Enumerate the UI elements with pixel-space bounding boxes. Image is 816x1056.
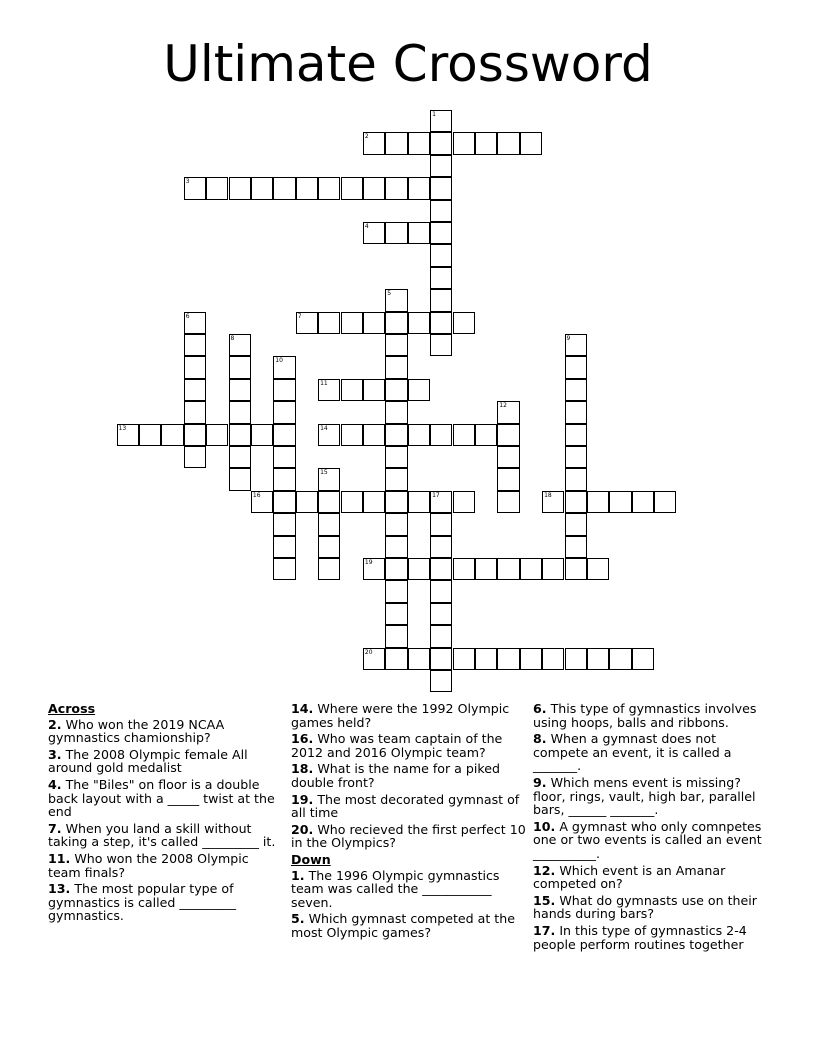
grid-cell[interactable] — [520, 132, 542, 154]
grid-cell[interactable] — [430, 334, 452, 356]
grid-cell[interactable] — [385, 379, 407, 401]
clue-number: 3 — [185, 178, 190, 186]
clue-number: 5 — [387, 290, 392, 298]
grid-cell[interactable] — [408, 379, 430, 401]
grid-cell[interactable] — [273, 468, 295, 490]
grid-cell[interactable] — [385, 536, 407, 558]
grid-cell[interactable] — [229, 334, 251, 356]
grid-cell[interactable] — [430, 648, 452, 670]
grid-cell[interactable] — [565, 446, 587, 468]
grid-cell[interactable] — [229, 446, 251, 468]
grid-cell[interactable] — [408, 491, 430, 513]
grid-cell[interactable] — [385, 446, 407, 468]
clue-number: 1 — [432, 111, 436, 118]
grid-cell[interactable] — [430, 132, 452, 154]
clue-item-number: 20. — [291, 821, 314, 837]
grid-cell[interactable] — [385, 132, 407, 154]
grid-cell[interactable] — [385, 424, 407, 446]
clue-number: 16 — [252, 491, 261, 499]
grid-cell[interactable] — [318, 424, 340, 446]
clue-item-text: The most popular type of gymnastics is called _________ gymnastics. — [48, 881, 237, 924]
grid-cell[interactable] — [184, 177, 206, 199]
page-title: Ultimate Crossword — [163, 35, 653, 93]
grid-cell[interactable] — [341, 491, 363, 513]
grid-cell[interactable] — [273, 177, 295, 199]
grid-cell[interactable] — [408, 177, 430, 199]
clue-item-number: 17. — [533, 922, 556, 938]
clue-item-number: 19. — [291, 791, 314, 807]
grid-cell[interactable] — [565, 513, 587, 535]
clue-number: 14 — [320, 424, 328, 432]
clue-item-number: 15. — [533, 892, 556, 908]
grid-cell[interactable] — [430, 513, 452, 535]
clue-number: 19 — [364, 559, 373, 566]
grid-cell[interactable] — [229, 424, 251, 446]
grid-cell[interactable] — [565, 536, 587, 558]
grid-cell[interactable] — [318, 312, 340, 334]
grid-cell[interactable] — [453, 424, 475, 446]
grid-cell[interactable] — [497, 468, 519, 490]
grid-cell[interactable] — [565, 401, 587, 423]
grid-cell[interactable] — [542, 558, 564, 580]
grid-cell[interactable] — [430, 580, 452, 602]
grid-cell[interactable] — [251, 424, 273, 446]
grid-cell[interactable] — [430, 536, 452, 558]
grid-cell[interactable] — [565, 491, 587, 513]
grid-cell[interactable] — [430, 312, 452, 334]
grid-cell[interactable] — [497, 401, 519, 423]
clue-number: 10 — [275, 357, 283, 365]
grid-cell[interactable] — [184, 379, 206, 401]
grid-cell[interactable] — [229, 468, 251, 490]
grid-cell[interactable] — [430, 155, 452, 177]
grid-cell[interactable] — [273, 424, 295, 446]
grid-cell[interactable] — [363, 558, 385, 580]
grid-cell[interactable] — [385, 603, 407, 625]
grid-cell[interactable] — [408, 312, 430, 334]
grid-cell[interactable] — [520, 648, 542, 670]
grid-cell[interactable] — [430, 222, 452, 244]
clues-column-1 — [48, 702, 283, 926]
grid-cell[interactable] — [497, 132, 519, 154]
grid-cell[interactable] — [206, 177, 228, 199]
grid-cell[interactable] — [385, 289, 407, 311]
grid-cell[interactable] — [273, 558, 295, 580]
grid-cell[interactable] — [363, 648, 385, 670]
grid-cell[interactable] — [385, 491, 407, 513]
grid-cell[interactable] — [341, 379, 363, 401]
grid-cell[interactable] — [229, 379, 251, 401]
clues-column-2 — [291, 702, 526, 943]
grid-cell[interactable] — [363, 177, 385, 199]
grid-cell[interactable] — [206, 424, 228, 446]
clue-item — [533, 924, 768, 951]
clue-number: 2 — [364, 133, 369, 141]
grid-cell[interactable] — [453, 491, 475, 513]
grid-cell[interactable] — [654, 491, 676, 513]
grid-cell[interactable] — [229, 401, 251, 423]
grid-cell[interactable] — [363, 424, 385, 446]
clue-item-number: 8. — [533, 731, 547, 747]
grid-cell[interactable] — [565, 558, 587, 580]
clue-item-number: 9. — [533, 774, 547, 790]
clue-item-text: Which gymnast competed at the most Olympic games? — [291, 911, 515, 940]
grid-cell[interactable] — [184, 424, 206, 446]
clue-item-number: 5. — [291, 911, 305, 927]
clue-item — [533, 820, 768, 861]
clue-item — [291, 732, 526, 759]
grid-cell[interactable] — [497, 491, 519, 513]
grid-cell[interactable] — [184, 356, 206, 378]
grid-cell[interactable] — [184, 334, 206, 356]
clue-item-number: 7. — [48, 820, 62, 836]
clue-item — [533, 776, 768, 817]
clue-item — [291, 793, 526, 820]
grid-cell[interactable] — [318, 491, 340, 513]
grid-cell[interactable] — [273, 513, 295, 535]
grid-cell[interactable] — [296, 312, 318, 334]
clue-item-text: Where were the 1992 Olympic games held? — [291, 701, 510, 730]
clue-number: 15 — [320, 469, 328, 477]
clue-item — [533, 864, 768, 891]
grid-cell[interactable] — [475, 132, 497, 154]
grid-cell[interactable] — [229, 356, 251, 378]
across-header: Across — [48, 701, 96, 716]
grid-cell[interactable] — [184, 401, 206, 423]
clue-number: 12 — [499, 402, 507, 410]
grid-cell[interactable] — [273, 356, 295, 378]
clue-number: 9 — [566, 335, 571, 342]
down-header: Down — [291, 851, 331, 867]
grid-cell[interactable] — [587, 558, 609, 580]
clue-number: 6 — [185, 312, 190, 320]
grid-cell[interactable] — [273, 491, 295, 513]
grid-cell[interactable] — [408, 222, 430, 244]
clue-item-text: The most decorated gymnast of all time — [291, 791, 520, 821]
clue-item-text: A gymnast who only comnpetes one or two events is called an event __________. — [533, 818, 762, 861]
grid-cell[interactable] — [341, 424, 363, 446]
grid-cell[interactable] — [542, 491, 564, 513]
clue-item — [291, 912, 526, 939]
grid-cell[interactable] — [453, 558, 475, 580]
clue-item-text: When a gymnast does not compete an event, it is called a _______. — [533, 731, 732, 774]
grid-cell[interactable] — [475, 558, 497, 580]
grid-cell[interactable] — [587, 491, 609, 513]
clue-item-text: What is the name for a piked double front? — [291, 761, 500, 790]
clue-item-text: Which mens event is missing? floor, rings, vault, high bar, parallel bars, ______ _______. — [533, 774, 756, 818]
clue-item — [48, 882, 283, 923]
grid-cell[interactable] — [385, 648, 407, 670]
grid-cell[interactable] — [363, 491, 385, 513]
grid-cell[interactable] — [184, 446, 206, 468]
clue-item-number: 14. — [291, 701, 314, 716]
grid-cell[interactable] — [385, 513, 407, 535]
grid-cell[interactable] — [318, 513, 340, 535]
grid-cell[interactable] — [296, 177, 318, 199]
grid-cell[interactable] — [430, 625, 452, 647]
clue-item-text: Who won the 2019 NCAA gymnastics chamionship? — [48, 716, 225, 746]
grid-cell[interactable] — [385, 334, 407, 356]
grid-cell[interactable] — [565, 424, 587, 446]
clue-number: 11 — [320, 379, 328, 387]
grid-cell[interactable] — [609, 648, 631, 670]
clue-item-number: 6. — [533, 701, 547, 716]
grid-cell[interactable] — [229, 177, 251, 199]
grid-cell[interactable] — [363, 222, 385, 244]
clue-item-text: The 1996 Olympic gymnastics team was called the ___________ seven. — [291, 867, 500, 910]
grid-cell[interactable] — [341, 312, 363, 334]
clue-item — [48, 748, 283, 775]
grid-cell[interactable] — [430, 491, 452, 513]
grid-cell[interactable] — [497, 558, 519, 580]
clue-item — [291, 702, 526, 729]
grid-cell[interactable] — [587, 648, 609, 670]
clue-item-text: Who was team captain of the 2012 and 2016 Olympic team? — [291, 731, 503, 760]
clue-number: 18 — [544, 491, 552, 499]
clue-item — [48, 822, 283, 849]
grid-cell[interactable] — [632, 491, 654, 513]
grid-cell[interactable] — [542, 648, 564, 670]
clue-item — [48, 852, 283, 879]
grid-cell[interactable] — [385, 356, 407, 378]
grid-cell[interactable] — [565, 334, 587, 356]
grid-cell[interactable] — [430, 244, 452, 266]
grid-cell[interactable] — [565, 648, 587, 670]
grid-cell[interactable] — [453, 132, 475, 154]
clue-item-text: When you land a skill without taking a step, it's called _________ it. — [48, 820, 276, 850]
grid-cell[interactable] — [408, 648, 430, 670]
grid-cell[interactable] — [497, 446, 519, 468]
clue-item — [291, 762, 526, 789]
grid-cell[interactable] — [161, 424, 183, 446]
clue-item-text: In this type of gymnastics 2-4 people perform routines together — [533, 922, 747, 952]
clue-item — [533, 894, 768, 921]
grid-cell[interactable] — [273, 401, 295, 423]
clue-item-text: The 2008 Olympic female All around gold medalist — [48, 746, 248, 776]
grid-cell[interactable] — [475, 424, 497, 446]
clue-item — [291, 869, 526, 910]
grid-cell[interactable] — [318, 177, 340, 199]
grid-cell[interactable] — [318, 536, 340, 558]
clues-column-3 — [533, 702, 768, 954]
grid-cell[interactable] — [408, 132, 430, 154]
grid-cell[interactable] — [385, 625, 407, 647]
clue-item — [291, 823, 526, 850]
grid-cell[interactable] — [385, 312, 407, 334]
grid-cell[interactable] — [453, 312, 475, 334]
grid-cell[interactable] — [565, 468, 587, 490]
grid-cell[interactable] — [430, 603, 452, 625]
clue-item-text: Who won the 2008 Olympic team finals? — [48, 850, 249, 880]
grid-cell[interactable] — [184, 312, 206, 334]
clue-number: 17 — [432, 491, 440, 499]
grid-cell[interactable] — [385, 401, 407, 423]
clue-item — [533, 732, 768, 773]
grid-cell[interactable] — [408, 558, 430, 580]
grid-cell[interactable] — [341, 177, 363, 199]
grid-cell[interactable] — [430, 267, 452, 289]
clue-number: 20 — [364, 648, 373, 656]
grid-cell[interactable] — [520, 558, 542, 580]
grid-cell[interactable] — [385, 177, 407, 199]
clue-item-number: 10. — [533, 818, 556, 834]
grid-cell[interactable] — [318, 558, 340, 580]
clue-item-number: 12. — [533, 862, 556, 878]
grid-cell[interactable] — [430, 110, 452, 132]
grid-cell[interactable] — [251, 177, 273, 199]
clue-item-text: Who recieved the first perfect 10 in the Olympics? — [291, 821, 526, 851]
grid-cell[interactable] — [565, 379, 587, 401]
grid-cell[interactable] — [430, 670, 452, 692]
grid-cell[interactable] — [497, 648, 519, 670]
clue-item — [48, 778, 283, 819]
grid-cell[interactable] — [273, 446, 295, 468]
grid-cell[interactable] — [497, 424, 519, 446]
grid-cell[interactable] — [385, 222, 407, 244]
clue-item-number: 4. — [48, 776, 62, 792]
clue-item-number: 11. — [48, 850, 71, 866]
grid-cell[interactable] — [430, 177, 452, 199]
clue-number: 8 — [230, 335, 235, 342]
grid-cell[interactable] — [363, 132, 385, 154]
grid-cell[interactable] — [318, 379, 340, 401]
clue-item — [533, 702, 768, 729]
grid-cell[interactable] — [565, 356, 587, 378]
clue-item-number: 1. — [291, 867, 305, 883]
grid-cell[interactable] — [117, 424, 139, 446]
grid-cell[interactable] — [430, 200, 452, 222]
grid-cell[interactable] — [385, 558, 407, 580]
grid-cell[interactable] — [430, 424, 452, 446]
clue-number: 4 — [364, 223, 369, 230]
clue-item-text: Which event is an Amanar competed on? — [533, 862, 726, 892]
clue-item-text: What do gymnasts use on their hands during bars? — [533, 892, 757, 922]
clue-item — [48, 718, 283, 745]
grid-cell[interactable] — [251, 491, 273, 513]
grid-cell[interactable] — [363, 379, 385, 401]
grid-cell[interactable] — [318, 468, 340, 490]
grid-cell[interactable] — [430, 558, 452, 580]
grid-cell[interactable] — [385, 468, 407, 490]
clue-number: 13 — [118, 424, 127, 432]
grid-cell[interactable] — [385, 580, 407, 602]
clue-number: 7 — [297, 312, 302, 320]
clue-item-number: 3. — [48, 746, 62, 762]
clue-item-number: 18. — [291, 761, 314, 777]
grid-cell[interactable] — [408, 424, 430, 446]
grid-cell[interactable] — [273, 536, 295, 558]
clue-item-number: 2. — [48, 716, 62, 732]
clue-item-number: 16. — [291, 731, 314, 747]
grid-cell[interactable] — [139, 424, 161, 446]
grid-cell[interactable] — [453, 648, 475, 670]
grid-cell[interactable] — [296, 491, 318, 513]
grid-cell[interactable] — [430, 289, 452, 311]
grid-cell[interactable] — [363, 312, 385, 334]
grid-cell[interactable] — [632, 648, 654, 670]
grid-cell[interactable] — [609, 491, 631, 513]
grid-cell[interactable] — [475, 648, 497, 670]
clue-item-text: This type of gymnastics involves using hoops, balls and ribbons. — [533, 701, 757, 730]
grid-cell[interactable] — [273, 379, 295, 401]
clue-item-text: The "Biles" on floor is a double back layout with a _____ twist at the end — [48, 776, 275, 820]
clue-item-number: 13. — [48, 881, 71, 897]
